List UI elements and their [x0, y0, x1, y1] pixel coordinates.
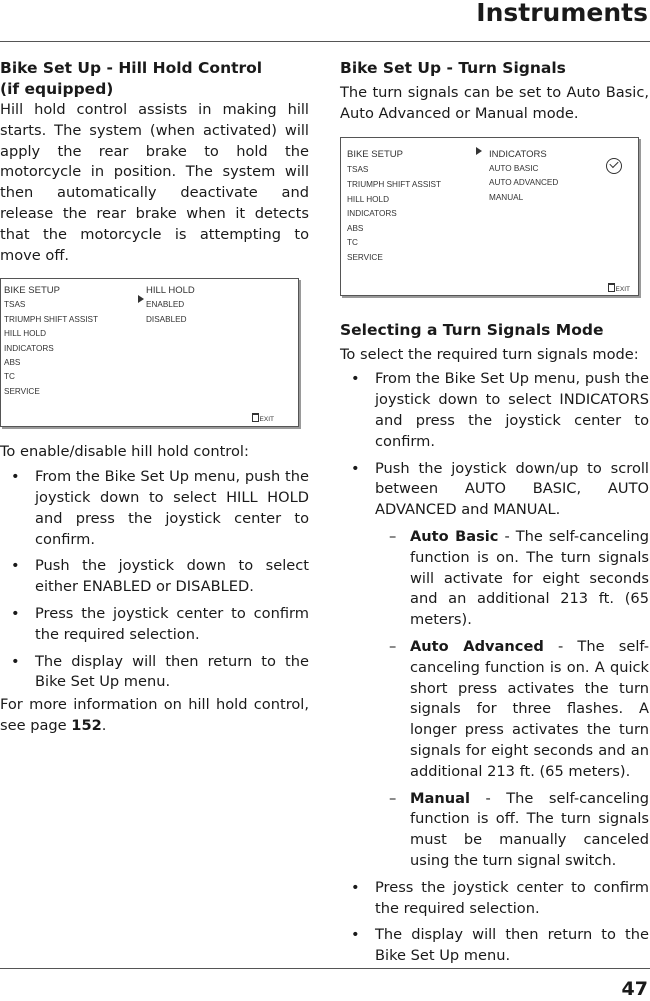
selection-arrow-icon [138, 295, 144, 303]
turn-signals-steps-intro: To select the required turn signals mode: [340, 345, 639, 363]
screen-submenu-title: HILL HOLD [146, 285, 195, 297]
screen-menu-item: SERVICE [347, 252, 383, 262]
screen-exit [252, 410, 274, 431]
screen-menu-item: HILL HOLD [347, 194, 390, 204]
header-rule [0, 41, 650, 42]
list-item: • Press the joystick center to confirm the required selection. [351, 878, 649, 917]
list-item: • The display will then return to the Bike Set Up menu. [351, 926, 649, 965]
screen-submenu-item: MANUAL [489, 192, 524, 202]
hill-hold-heading [0, 58, 309, 100]
selection-arrow-icon [476, 147, 482, 155]
mode-item: – Auto Advanced - The self-canceling function is on. A quick short press activates the turn signals for three flashes. A longer press activates the turn signals for eight seconds and an additional 213 ft. (65 meters). [389, 637, 649, 780]
mode-item: – Manual - The self-canceling function is off. The turn signals must be manually canceled using the turn signal switch. [389, 789, 649, 869]
list-item-text: Press the joystick center to confirm the required selection. [375, 878, 649, 917]
turn-signals-heading: Bike Set Up - Turn Signals [340, 59, 566, 77]
mode-name: Manual [410, 789, 470, 807]
screen-menu-item: INDICATORS [4, 344, 54, 354]
mode-desc: - The self-canceling function is off. The turn signals must be manually canceled using the turn signal switch. [410, 789, 649, 869]
screen-menu-title: BIKE SETUP [4, 285, 60, 297]
list-item-text: From the Bike Set Up menu, push the joystick down to select HILL HOLD and press the joystick center to confirm. [35, 468, 309, 548]
mode-desc: - The self-canceling function is on. The turn signals will activate for eight seconds and an additional 213 ft. (65 meters). [410, 527, 649, 629]
list-item: • Press the joystick center to confirm the required selection. [11, 604, 309, 643]
screen-submenu-item: DISABLED [146, 315, 187, 325]
hill-hold-heading-line1: Bike Set Up - Hill Hold Control [0, 59, 263, 77]
screen-menu-item: ABS [347, 223, 364, 233]
page-number: 47 [621, 978, 648, 1000]
more-info-text: For more information on hill hold control, see page [0, 696, 309, 734]
mode-desc: - The self-canceling function is on. A quick short press activates the turn signals for three flashes. A longer press activates the turn signals for eight seconds and an additional 213 ft. (65 meters). [410, 637, 649, 780]
more-info [0, 695, 309, 737]
screen-menu-item: TSAS [347, 164, 369, 174]
screen-menu-item: TRIUMPH SHIFT ASSIST [4, 315, 99, 325]
screen-menu-title: BIKE SETUP [347, 148, 403, 160]
screen-menu-item: ABS [4, 358, 21, 368]
screen-submenu-item: AUTO BASIC [489, 163, 539, 173]
list-item-text: The display will then return to the Bike Set Up menu. [35, 652, 309, 691]
screen-menu-item: TC [4, 372, 15, 382]
hill-hold-intro: Hill hold control assists in making hill starts. The system (when activated) will apply the rear brake to hold the motorcycle in position. The system will then automatically deactivate and release the rear brake when it detects that the motorcycle is attempting to move off. [0, 101, 309, 264]
page-reference-link[interactable]: 152 [71, 716, 102, 734]
screen-menu-item: TC [347, 237, 358, 247]
screen-menu-item: TSAS [4, 300, 26, 310]
list-item: • From the Bike Set Up menu, push the joystick down to select HILL HOLD and press the joystick center to confirm. [11, 468, 309, 548]
trash-icon [608, 283, 615, 292]
list-item: • The display will then return to the Bike Set Up menu. [11, 652, 309, 691]
screen-submenu-title: INDICATORS [489, 148, 547, 160]
screen-exit [608, 280, 630, 301]
hill-hold-steps-intro: To enable/disable hill hold control: [0, 443, 249, 461]
screen-submenu-item: AUTO ADVANCED [489, 177, 559, 187]
mode-item: – Auto Basic - The self-canceling function is on. The turn signals will activate for eight seconds and an additional 213 ft. (65 meters). [389, 527, 649, 629]
screen-exit-label: EXIT [259, 416, 274, 424]
list-item-text: Push the joystick down to select either ENABLED or DISABLED. [35, 557, 309, 596]
list-item-text: Push the joystick down/up to scroll between AUTO BASIC, AUTO ADVANCED and MANUAL. [375, 459, 649, 519]
list-item-text: From the Bike Set Up menu, push the joystick down to select INDICATORS and press the joystick center to confirm. [375, 370, 649, 450]
turn-signals-intro: The turn signals can be set to Auto Basic, Auto Advanced or Manual mode. [340, 84, 649, 122]
screen-exit-label: EXIT [615, 285, 630, 293]
hill-hold-steps [0, 467, 309, 693]
screen-menu-item: HILL HOLD [4, 329, 47, 339]
mode-name: Auto Advanced [410, 637, 544, 655]
turn-signals-steps [340, 369, 649, 967]
list-item: • From the Bike Set Up menu, push the joystick down to select INDICATORS and press the joystick center to confirm. [351, 370, 649, 450]
hill-hold-heading-line2: (if equipped) [0, 80, 114, 98]
footer-rule [0, 968, 650, 969]
list-item: • Push the joystick down to select either ENABLED or DISABLED. [11, 557, 309, 596]
mode-name: Auto Basic [410, 527, 499, 545]
check-circle-icon [606, 158, 622, 174]
indicators-screen [340, 137, 639, 296]
turn-signals-mode-heading: Selecting a Turn Signals Mode [340, 320, 604, 339]
screen-menu-item: TRIUMPH SHIFT ASSIST [347, 179, 442, 189]
list-item: • Push the joystick down/up to scroll between AUTO BASIC, AUTO ADVANCED and MANUAL. – Auto Basic - The self-canceling function is on. The turn signals will activate for eight seconds and an additional 213 ft. (65 meters). – Auto Advanced - The self-canceling function is on. A quick short press activates the turn signals for three flashes. A longer press activates the turn signals for eight seconds and an additional 213 ft. (65 meters). – Manual - The self-canceling function is off. The turn signals must be manually canceled using the turn signal switch. [340, 459, 649, 872]
mode-list [340, 527, 649, 872]
more-info-end: . [101, 716, 107, 734]
screen-menu-item: SERVICE [4, 387, 40, 397]
left-column [0, 58, 309, 737]
screen-menu-item: INDICATORS [347, 208, 397, 218]
screen-submenu-item: ENABLED [146, 300, 185, 310]
page-header-title: Instruments [476, 0, 648, 27]
trash-icon [252, 413, 259, 422]
list-item-text: Press the joystick center to confirm the required selection. [35, 604, 309, 643]
right-column [340, 58, 649, 973]
list-item-text: The display will then return to the Bike Set Up menu. [375, 926, 649, 965]
hill-hold-screen [0, 278, 299, 427]
